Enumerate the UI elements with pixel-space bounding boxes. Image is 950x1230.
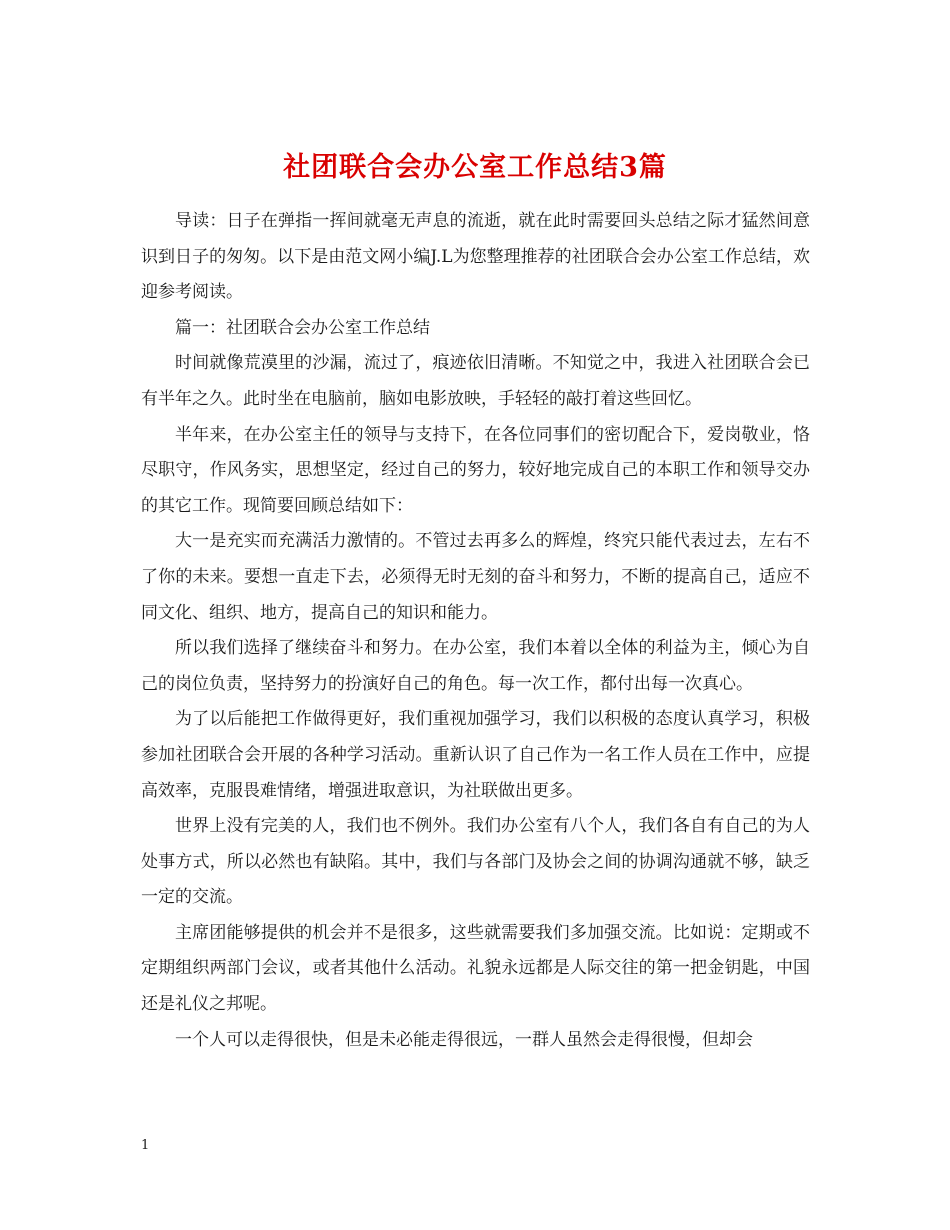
paragraph: 主席团能够提供的机会并不是很多，这些就需要我们多加强交流。比如说：定期或不定期组织两部门会议，或者其他什么活动。礼貌永远都是人际交往的第一把金钥匙，中国还是礼仪之邦呢。: [141, 922, 810, 1015]
paragraph: 大一是充实而充满活力激情的。不管过去再多么的辉煌，终究只能代表过去，左右不了你的未来。要想一直走下去，必须得无时无刻的奋斗和努力，不断的提高自己，适应不同文化、组织、地方，提高自己的知识和能力。: [141, 531, 810, 623]
paragraph: 世界上没有完美的人，我们也不例外。我们办公室有八个人，我们各自有自己的为人处事方式，所以必然也有缺陷。其中，我们与各部门及协会之间的协调沟通就不够，缺乏一定的交流。: [141, 816, 810, 908]
section-heading: 篇一：社团联合会办公室工作总结: [175, 317, 430, 338]
document-body: [141, 204, 810, 1058]
page-number: 1: [141, 1138, 150, 1153]
paragraph: 半年来，在办公室主任的领导与支持下，在各位同事们的密切配合下，爱岗敬业，恪尽职守，作风务实，思想坚定，经过自己的努力，较好地完成自己的本职工作和领导交办的其它工作。现简要回顾总结如下：: [141, 424, 810, 516]
paragraph: 时间就像荒漠里的沙漏，流过了，痕迹依旧清晰。不知觉之中，我进入社团联合会已有半年之久。此时坐在电脑前，脑如电影放映，手轻轻的敲打着这些回忆。: [141, 353, 810, 409]
paragraph: 为了以后能把工作做得更好，我们重视加强学习，我们以积极的态度认真学习，积极参加社团联合会开展的各种学习活动。重新认识了自己作为一名工作人员在工作中，应提高效率，克服畏难情绪，增强进取意识，为社联做出更多。: [141, 709, 810, 801]
paragraph: 所以我们选择了继续奋斗和努力。在办公室，我们本着以全体的利益为主，倾心为自己的岗位负责，坚持努力的扮演好自己的角色。每一次工作，都付出每一次真心。: [141, 638, 810, 694]
paragraph: 一个人可以走得很快，但是未必能走得很远，一群人虽然会走得很慢，但却会: [175, 1029, 753, 1050]
document-title: 社团联合会办公室工作总结3篇: [283, 152, 667, 184]
paragraph-intro: 导读：日子在弹指一挥间就毫无声息的流逝，就在此时需要回头总结之际才猛然间意识到日子的匆匆。以下是由范文网小编J.L为您整理推荐的社团联合会办公室工作总结，欢迎参考阅读。: [141, 211, 810, 303]
